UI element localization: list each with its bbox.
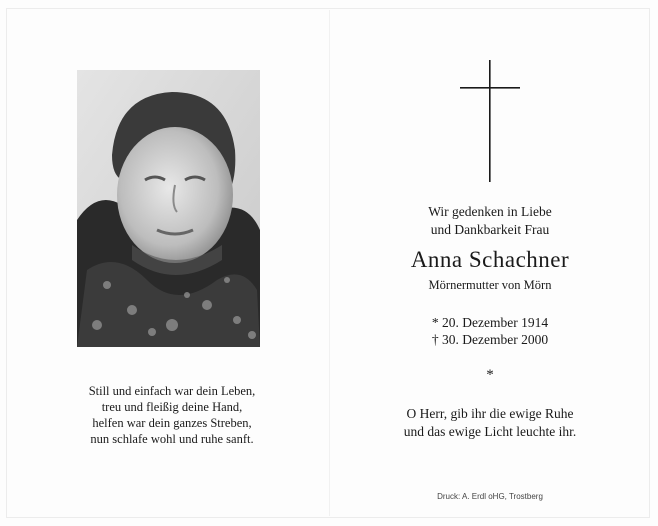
prayer-line-1: O Herr, gib ihr die ewige Ruhe (406, 406, 574, 421)
deceased-subtitle: Mörnermutter von Mörn (428, 278, 552, 292)
life-dates (330, 314, 650, 348)
birth-date: * 20. Dezember 1914 (431, 315, 549, 330)
intro-text (330, 203, 650, 239)
poem-line: Still und einfach war dein Leben, (88, 384, 256, 398)
prayer-line-2: und das ewige Licht leuchte ihr. (403, 424, 577, 439)
deceased-name: Anna Schachner (410, 247, 570, 272)
poem-line: treu und fleißig deine Hand, (101, 400, 243, 414)
cross-icon (460, 60, 520, 182)
portrait-photo (77, 70, 260, 347)
printer-credit: Druck: A. Erdl oHG, Trostberg (437, 492, 543, 501)
poem-line: helfen war dein ganzes Streben, (92, 416, 252, 430)
prayer-text (330, 405, 650, 441)
death-date: † 30. Dezember 2000 (431, 332, 549, 347)
intro-line-1: Wir gedenken in Liebe (428, 204, 552, 219)
poem-line: nun schlafe wohl und ruhe sanft. (90, 432, 254, 446)
memorial-poem (40, 383, 304, 447)
intro-line-2: und Dankbarkeit Frau (430, 222, 550, 237)
separator-asterisk: * (486, 367, 494, 383)
